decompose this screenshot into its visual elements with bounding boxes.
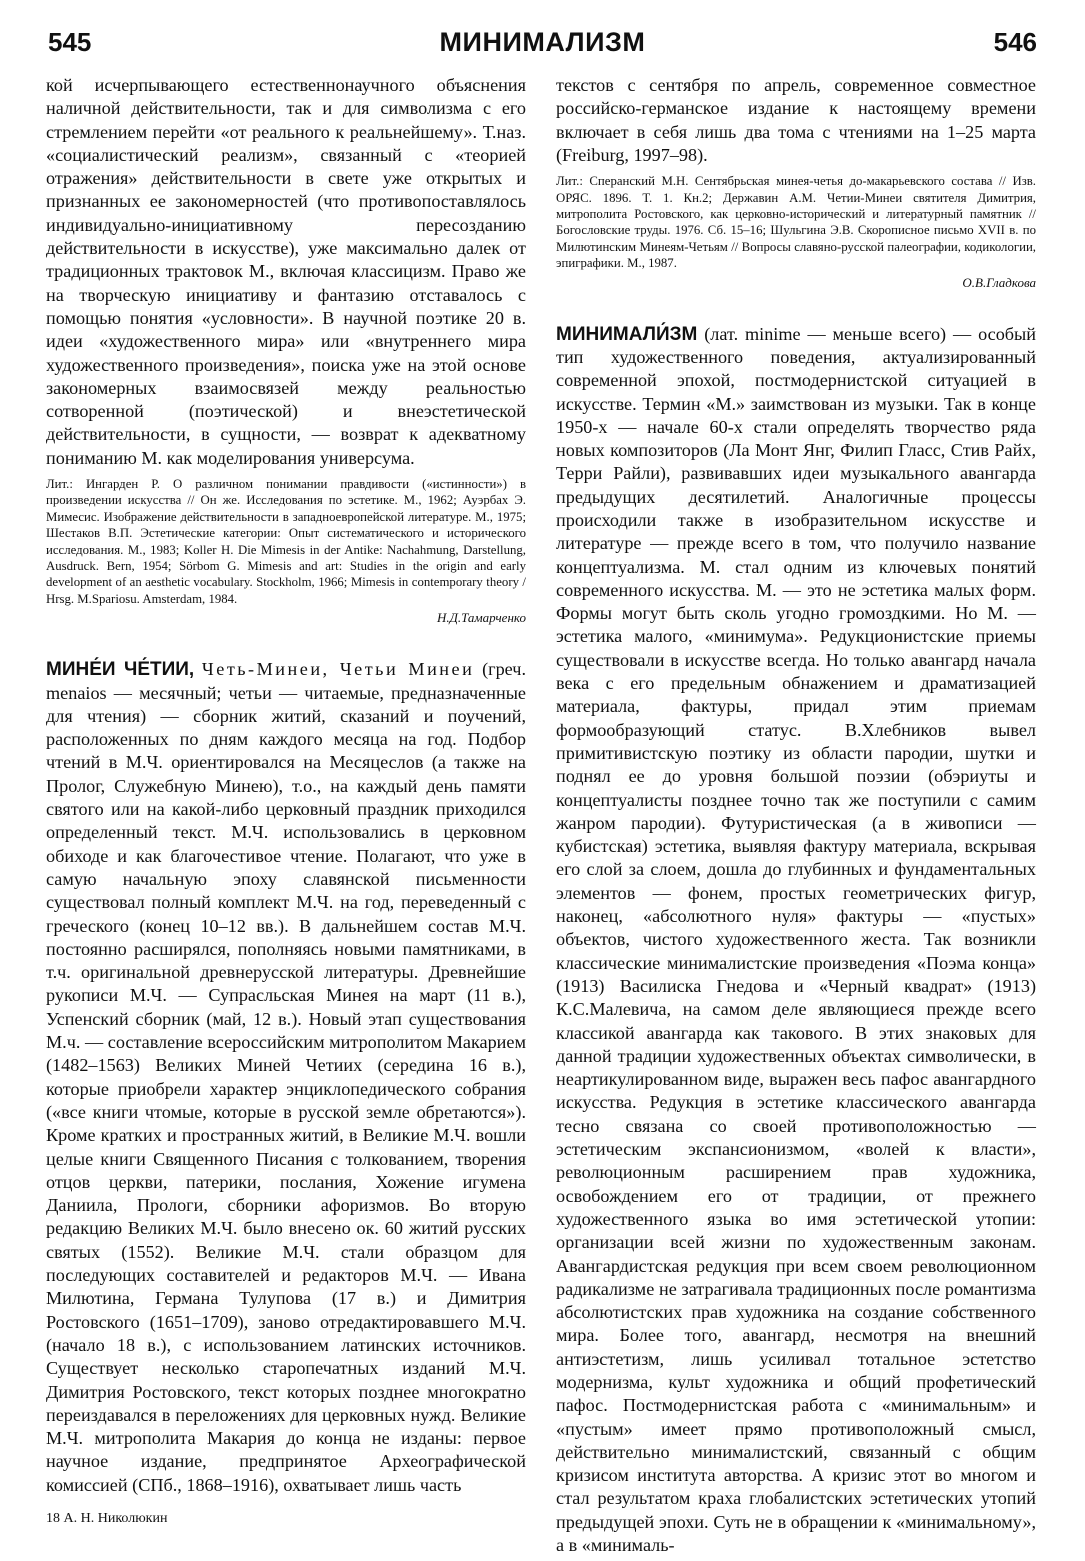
entry-headword: МИНИМАЛИ́ЗМ (556, 323, 698, 345)
dictionary-entry (556, 323, 1036, 1558)
bibliography (46, 476, 526, 607)
left-column (46, 74, 526, 1497)
continued-paragraph: текстов с сентября по апрель, современное совместное российско-германское издание к настоящему времени включает в себя лишь два тома с чтениями на 1–25 марта (Freiburg, 1997–98). (556, 75, 1036, 165)
entry-body: (греч. menaios — месячный; четьи — читаемые, предназначенные для чтения) — сборник житий, сказаний и поучений, расположенных по дням каждого месяца на год. Подбор чтений в М.Ч. ориентировался на Месяцеслов (а также на Пролог, Служебную Минею), т.о., на каждый день памяти святого или на какой-либо церковный праздник приходился определенный текст. М.Ч. использовались в церковном обиходе и как благочестивое чтение. Полагают, что уже в самую начальную эпоху славянской письменности существовал полный комплект М.Ч. на год, переведенный с греческого (конец 10–12 вв.). В дальнейшем состав М.Ч. постоянно расширялся, пополняясь новыми памятниками, в т.ч. оригинальной древнерусской литературы. Древнейшие рукописи М.Ч. — Супрасльская Минея на март (11 в.), Успенский сборник (май, 12 в.). Новый этап существования М.ч. — составление всероссийским митрополитом Макарием (1482–1563) Великих Миней Четиих (середина 16 в.), которые приобрели характер энциклопедического собрания («все книги чтомые, которые в русской земле обретаются»). Кроме кратких и пространных житий, в Великие М.Ч. вошли целые книги Священного Писания с толкованием, творения отцов церкви, патерики, послания, Хожение игумена Даниила, Прологи, сборники афоризмов. Во вторую редакцию Великих М.Ч. было внесено ок. 60 житий русских святых (1552). Великие М.Ч. стали образцом для последующих составителей и редакторов М.Ч. — Ивана Милютина, Германа Тулупова (17 в.) и Димитрия Ростовского (1651–1709), заново отредактировавшего М.Ч. (начало 18 в.), с использованием латинских источников. Существует несколько старопечатных изданий М.Ч. Димитрия Ростовского, текст которых позднее многократно переиздавался в переложениях для церковных нужд. Великие М.Ч. митрополита Макария до конца не изданы: первое научное издание, предпринятое Археографической комиссией (СПб., 1868–1916), охватывает лишь часть (46, 659, 526, 1495)
continued-paragraph: кой исчерпывающего естественнонаучного объяснения наличной действительности, так и для символизма с его стремлением перейти «от реального к реальнейшему». Т.наз. «социалистический реализм», связанный с «теорией отражения» действительности в свете уже открытых и признанных ее закономерностей (что противопоставлялось индивидуально-инициативному пересозданию действительности в искусстве), уже максимально далек от традиционных трактовок М., включая классицизм. Право же на творческую инициативу и фантазию отставалось с помощью понятия «условности». В научной поэтике 20 в. идеи «художественного мира» или «внутреннего мира художественного произведения», поиска уже на этой основе закономерных взаимосвязей между реальностью сотворенной (поэтической) и внеэстетической действительности, в сущности, — возврат к адекватному пониманию М. как моделирования универсума. (46, 75, 526, 468)
page-number-left: 545 (48, 27, 92, 57)
page-header (48, 22, 1037, 62)
entry-body: (лат. minime — меньше всего) — особый тип художественного поведения, актуализированный современной эпохой, постмодернистской ситуацией в искусстве. Термин «М.» заимствован из музыки. Так в конце 1950-х — начале 60-х стали определять творчество ряда новых композиторов (Ла Монт Янг, Филип Гласс, Стив Райх, Терри Райли), развивавших идеи музыкального авангарда предыдущих десятилетий. Аналогичные процессы происходили также в изобразительном искусстве и литературе — прежде всего в том, что получило название концептуализма. М. стал одним из ключевых понятий современного искусства. М. — это не эстетика малых форм. Формы могут быть сколь угодно громоздкими. Но М. — эстетика малого, «минимума». Редукционистские приемы существовали в искусстве всегда. Но только авангард начала века с его предельным обнажением и драматизацией материала, фактуры, придал этим приемам формообразующий статус. В.Хлебников вывел примитивистскую поэтику из области пародии, шутки и поднял ее до уровня большой поэзии (обэриуты и концептуалисты позднее точно так же поступили с самим жанром пародии). Футуристическая (а в живописи — кубистская) эстетика, выявляя фактуру материала, вскрывая его слой за слоем, дошла до глубинных и фундаментальных элементов — фонем, простых геометрических фигур, наконец, «абсолютного нуля» фактуры — «пустых» объектов, чистого художественного жеста. Так возникли классические минималистские произведения «Поэма конца» (1913) Василиска Гнедова и «Черный квадрат» (1913) К.С.Малевича, на самом деле являющиеся прежде всего классикой авангарда как такового. В этих знаковых для данной традиции художественных объектах символически, в неартикулированном виде, выражен весь пафос авангардного искусства. Редукция в эстетике классического авангарда тесно связана со своей противоположностью — эстетическим экспансионизмом, «волей к власти», революционным расширением прав художника, освобождением его от традиции, от прежнего художественного языка во имя эстетической утопии: организации всей жизни по художественным законам. Авангардистская редукция при всем своем революционном радикализме не затрагивала традиционных после романтизма абсолютистских прав художника на создание собственного мира. Более того, авангард, несмотря на внешний антиэстетизм, лишь усиливал тотальное эстетство модернизма, культ художника и общий профетический пафос. Постмодернистская работа с «минимальным» и «пустым» имеет прямо противоположный смысл, действительно минималистский, связанный с общим кризисом института авторства. А кризис этот во многом и стал результатом краха глобалистских эстетических утопий предыдущей эпохи. Суть не в обращении к «минимальному», а в «минималь- (556, 323, 1036, 1556)
bibliography-text: Ингарден Р. О различном понимании правдивости («истинности») в произведении искусства // Он же. Исследования по эстетике. М., 1962; Ауэрбах Э. Мимесис. Изображение действительности в западноевропейской литературе. М., 1975; Шестаков В.П. Эстетические категории: Опыт систематического и исторического исследования. М., 1983; Koller H. Die Mimesis in der Antike: Nachahmung, Darstellung, Ausdruck. Bern, 1954; Sörbom G. Mimesis and art: Studies in the origin and early development of an aesthetic vocabulary. Stockholm, 1966; Mimesis in contemporary theory / Hrsg. M.Spariosu. Amsterdam, 1984. (46, 477, 527, 606)
page-footer: 18 А. Н. Николюкин (46, 1511, 168, 1526)
entry-headword: МИНЕ́И ЧЕ́ТИИ, (46, 659, 195, 681)
bibliography-text: Сперанский М.Н. Сентябрьская минея-четья до-макарьевского состава // Изв. ОРЯС. 1896. Т. 1. Кн.2; Державин А.М. Четии-Минеи святителя Димитрия, митрополита Ростовского, как церковно-исторический и литературный памятник // Богословские труды. 1976. Сб. 15–16; Шульгина Э.В. Скорописное письмо XVII в. по Милютинским Минеям-Четьям // Вопросы славяно-русской палеографии, кодикологии, эпиграфики. М., 1987. (556, 174, 1036, 271)
right-column (556, 74, 1036, 1557)
bibliography-label: Лит.: (46, 477, 73, 492)
author-signature: О.В.Гладкова (962, 274, 1036, 290)
dictionary-entry (46, 658, 526, 1497)
page-number-right: 546 (993, 27, 1037, 57)
entry-variants: Четь-Минеи, Четьи Минеи (201, 659, 475, 680)
bibliography (556, 173, 1036, 271)
running-title: МИНИМАЛИЗМ (439, 27, 646, 57)
author-signature: Н.Д.Тамарченко (436, 610, 526, 626)
bibliography-label: Лит.: (556, 174, 583, 189)
